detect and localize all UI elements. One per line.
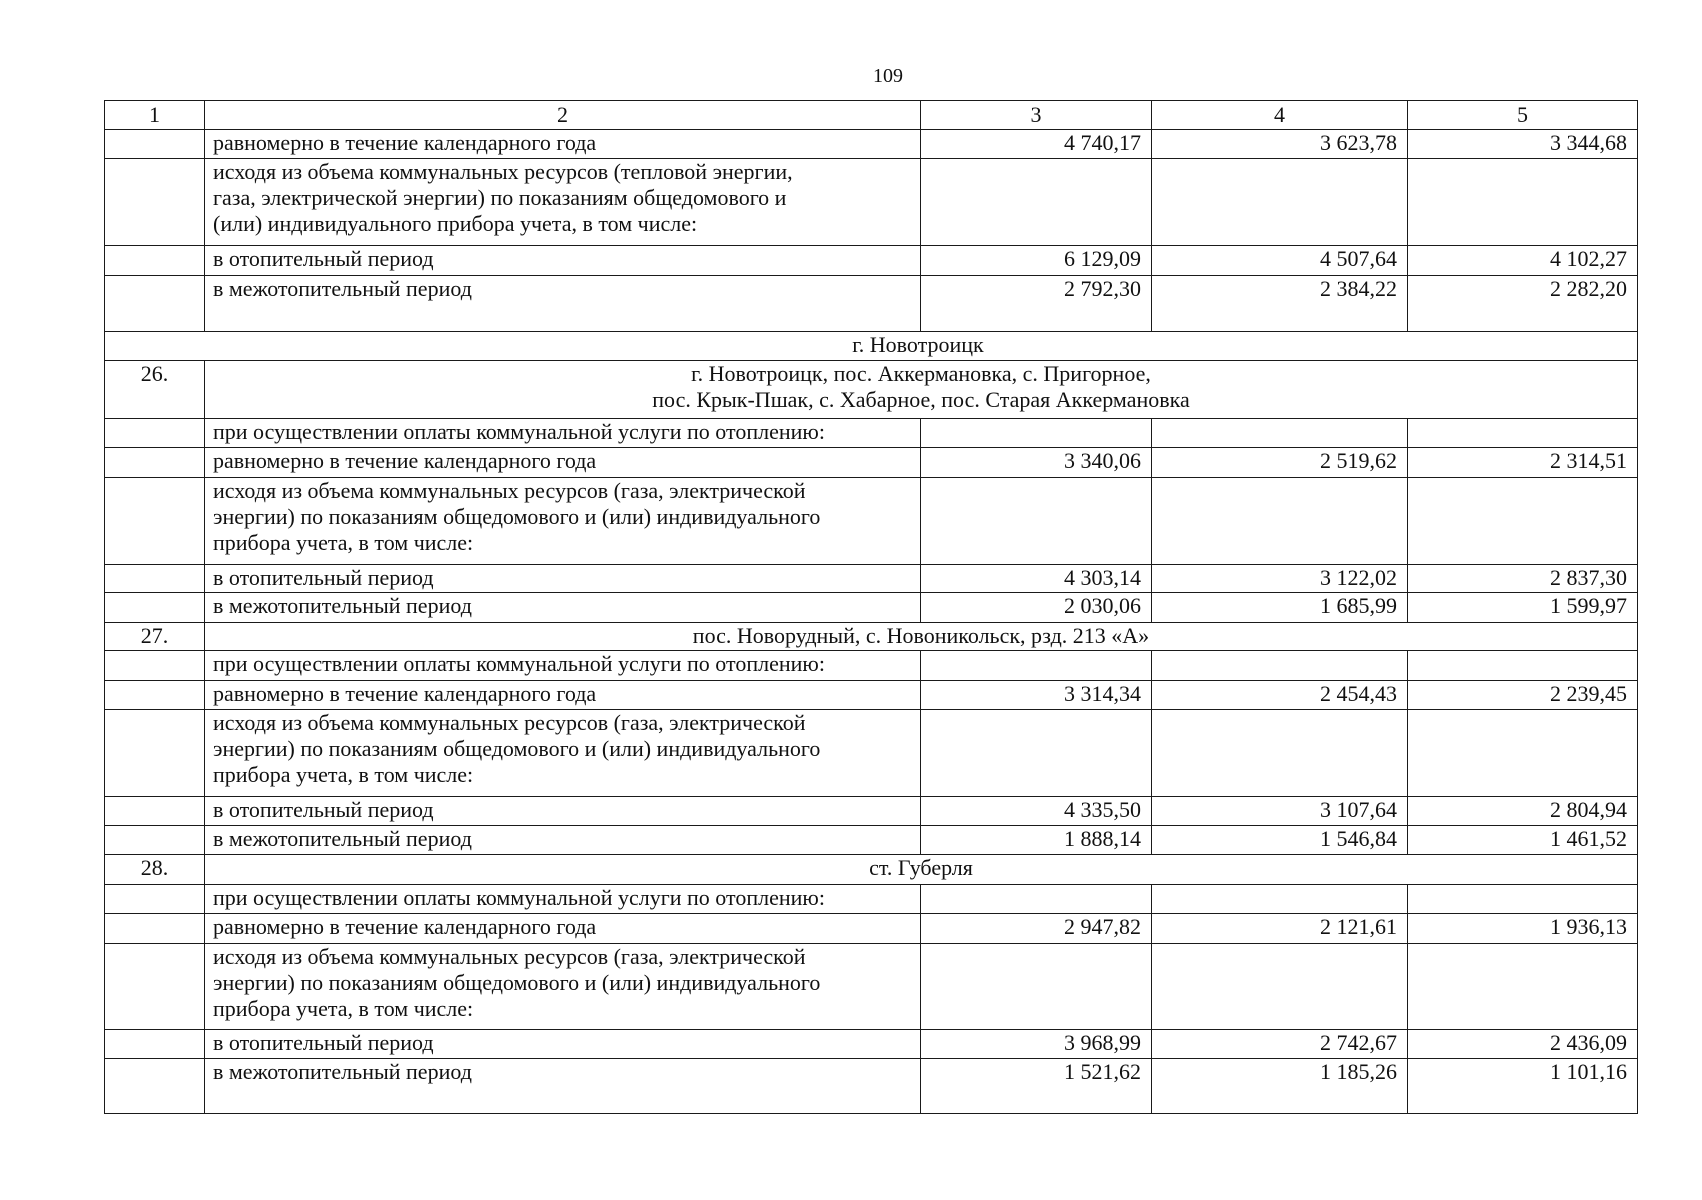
value-col-3: 2 792,30 (921, 276, 1152, 332)
row-number (105, 826, 205, 855)
value-col-5 (1408, 944, 1638, 1030)
value-col-5: 1 936,13 (1408, 914, 1638, 944)
row-number (105, 565, 205, 593)
table-row (105, 885, 1638, 914)
table-row (105, 419, 1638, 448)
value-col-4: 3 107,64 (1152, 797, 1408, 826)
table-row (105, 246, 1638, 276)
section-title: г. Новотроицк (105, 332, 1638, 361)
value-col-3: 3 314,34 (921, 681, 1152, 710)
value-col-3 (921, 944, 1152, 1030)
row-number (105, 159, 205, 246)
value-col-4: 2 384,22 (1152, 276, 1408, 332)
column-header-5: 5 (1408, 101, 1638, 130)
value-col-4 (1152, 710, 1408, 797)
row-number: 27. (105, 623, 205, 651)
row-number (105, 710, 205, 797)
row-number (105, 1030, 205, 1059)
row-label: в отопительный период (205, 565, 921, 593)
row-label: исходя из объема коммунальных ресурсов (тепловой энергии, газа, электрической энергии) по показаниям общедомового и (или) индивидуального прибора учета, в том числе: (205, 159, 921, 246)
column-header-3: 3 (921, 101, 1152, 130)
locality-row (105, 855, 1638, 885)
row-label: равномерно в течение календарного года (205, 130, 921, 159)
table-row (105, 710, 1638, 797)
row-number: 28. (105, 855, 205, 885)
value-col-4: 2 742,67 (1152, 1030, 1408, 1059)
table-row (105, 478, 1638, 565)
row-label: в отопительный период (205, 1030, 921, 1059)
table-row (105, 565, 1638, 593)
value-col-5 (1408, 710, 1638, 797)
locality-name: пос. Новорудный, с. Новоникольск, рзд. 213 «А» (205, 623, 1638, 651)
row-number (105, 1059, 205, 1114)
value-col-4 (1152, 159, 1408, 246)
value-col-4: 4 507,64 (1152, 246, 1408, 276)
row-label: равномерно в течение календарного года (205, 448, 921, 478)
row-label: при осуществлении оплаты коммунальной услуги по отоплению: (205, 885, 921, 914)
row-number (105, 681, 205, 710)
value-col-3: 4 303,14 (921, 565, 1152, 593)
value-col-5: 1 101,16 (1408, 1059, 1638, 1114)
table-row (105, 276, 1638, 332)
value-col-3: 4 335,50 (921, 797, 1152, 826)
table-row (105, 448, 1638, 478)
table-row (105, 651, 1638, 681)
header-row (105, 101, 1638, 130)
locality-name: ст. Губерля (205, 855, 1638, 885)
value-col-4: 3 122,02 (1152, 565, 1408, 593)
column-header-4: 4 (1152, 101, 1408, 130)
row-label: в межотопительный период (205, 276, 921, 332)
row-number (105, 276, 205, 332)
row-label: при осуществлении оплаты коммунальной услуги по отоплению: (205, 419, 921, 448)
value-col-5 (1408, 651, 1638, 681)
value-col-3: 3 968,99 (921, 1030, 1152, 1059)
value-col-5: 4 102,27 (1408, 246, 1638, 276)
value-col-4: 1 546,84 (1152, 826, 1408, 855)
value-col-5: 2 837,30 (1408, 565, 1638, 593)
value-col-3 (921, 651, 1152, 681)
value-col-4: 2 519,62 (1152, 448, 1408, 478)
table-row (105, 826, 1638, 855)
row-number (105, 651, 205, 681)
column-header-2: 2 (205, 101, 921, 130)
value-col-5: 1 461,52 (1408, 826, 1638, 855)
row-number: 26. (105, 361, 205, 419)
value-col-5 (1408, 159, 1638, 246)
value-col-5: 2 314,51 (1408, 448, 1638, 478)
value-col-5 (1408, 419, 1638, 448)
value-col-3: 1 888,14 (921, 826, 1152, 855)
row-label: равномерно в течение календарного года (205, 681, 921, 710)
table-row (105, 944, 1638, 1030)
value-col-3 (921, 159, 1152, 246)
table-row (105, 1030, 1638, 1059)
value-col-3 (921, 419, 1152, 448)
value-col-5 (1408, 478, 1638, 565)
row-number (105, 448, 205, 478)
section-row (105, 332, 1638, 361)
value-col-3: 2 030,06 (921, 593, 1152, 623)
table-row (105, 130, 1638, 159)
value-col-4 (1152, 478, 1408, 565)
value-col-3: 6 129,09 (921, 246, 1152, 276)
row-number (105, 914, 205, 944)
row-label: исходя из объема коммунальных ресурсов (газа, электрической энергии) по показаниям общедомового и (или) индивидуального прибора учета, в том числе: (205, 710, 921, 797)
value-col-4 (1152, 944, 1408, 1030)
table-row (105, 593, 1638, 623)
value-col-3 (921, 710, 1152, 797)
row-number (105, 797, 205, 826)
table-row (105, 797, 1638, 826)
row-label: исходя из объема коммунальных ресурсов (газа, электрической энергии) по показаниям общедомового и (или) индивидуального прибора учета, в том числе: (205, 478, 921, 565)
row-number (105, 478, 205, 565)
table-row (105, 681, 1638, 710)
value-col-5 (1408, 885, 1638, 914)
page-number: 109 (873, 65, 903, 87)
row-number (105, 246, 205, 276)
row-number (105, 885, 205, 914)
locality-row (105, 623, 1638, 651)
value-col-5: 3 344,68 (1408, 130, 1638, 159)
locality-name: г. Новотроицк, пос. Аккермановка, с. Пригорное, пос. Крык-Пшак, с. Хабарное, пос. Старая Аккермановка (205, 361, 1638, 419)
value-col-3: 4 740,17 (921, 130, 1152, 159)
value-col-5: 2 804,94 (1408, 797, 1638, 826)
row-label: при осуществлении оплаты коммунальной услуги по отоплению: (205, 651, 921, 681)
value-col-3 (921, 885, 1152, 914)
row-label: в отопительный период (205, 797, 921, 826)
row-number (105, 944, 205, 1030)
value-col-4 (1152, 419, 1408, 448)
value-col-3: 2 947,82 (921, 914, 1152, 944)
value-col-3 (921, 478, 1152, 565)
row-label: в межотопительный период (205, 593, 921, 623)
value-col-5: 2 282,20 (1408, 276, 1638, 332)
tariff-table (104, 100, 1638, 1114)
value-col-4 (1152, 651, 1408, 681)
row-number (105, 130, 205, 159)
value-col-5: 1 599,97 (1408, 593, 1638, 623)
value-col-4: 1 185,26 (1152, 1059, 1408, 1114)
table-row (105, 1059, 1638, 1114)
row-label: в отопительный период (205, 246, 921, 276)
locality-row (105, 361, 1638, 419)
column-header-1: 1 (105, 101, 205, 130)
table-row (105, 159, 1638, 246)
value-col-3: 3 340,06 (921, 448, 1152, 478)
row-label: равномерно в течение календарного года (205, 914, 921, 944)
value-col-3: 1 521,62 (921, 1059, 1152, 1114)
value-col-5: 2 239,45 (1408, 681, 1638, 710)
row-label: исходя из объема коммунальных ресурсов (газа, электрической энергии) по показаниям общедомового и (или) индивидуального прибора учета, в том числе: (205, 944, 921, 1030)
value-col-4: 2 121,61 (1152, 914, 1408, 944)
row-label: в межотопительный период (205, 1059, 921, 1114)
row-number (105, 419, 205, 448)
value-col-5: 2 436,09 (1408, 1030, 1638, 1059)
value-col-4: 3 623,78 (1152, 130, 1408, 159)
value-col-4: 1 685,99 (1152, 593, 1408, 623)
table-row (105, 914, 1638, 944)
value-col-4: 2 454,43 (1152, 681, 1408, 710)
value-col-4 (1152, 885, 1408, 914)
row-label: в межотопительный период (205, 826, 921, 855)
row-number (105, 593, 205, 623)
